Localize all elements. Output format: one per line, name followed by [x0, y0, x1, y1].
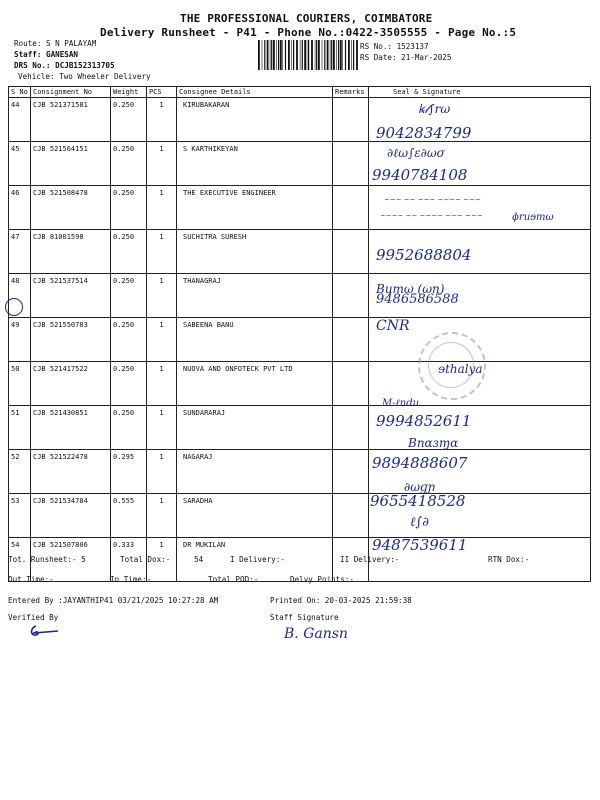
- cell-remarks: [333, 406, 369, 450]
- vehicle-label: Vehicle: Two Wheeler Delivery: [18, 72, 151, 81]
- ii-delivery: II Delivery:-: [340, 555, 400, 564]
- row-44-phone: 9042834799: [376, 124, 472, 142]
- cell-consignee: THE EXECUTIVE ENGINEER: [177, 186, 333, 230]
- cell-pcs: 1: [147, 406, 177, 450]
- cell-pcs: 1: [147, 538, 177, 582]
- cell-weight: 0.250: [111, 142, 147, 186]
- cell-consignee: NAGARAJ: [177, 450, 333, 494]
- cell-pcs: 1: [147, 186, 177, 230]
- col-header-pcs: PCS: [147, 87, 177, 98]
- table-row: [9, 362, 591, 406]
- cell-consignee: SUNDARARAJ: [177, 406, 333, 450]
- row-46-seal-text: ~~~ ~~ ~~~ ~~~~ ~~~: [384, 196, 481, 204]
- row-53-signature: ∂ωɡɲ: [404, 480, 436, 494]
- out-time: Out Time:-: [8, 575, 54, 584]
- staff-signature-label: Staff Signature: [270, 613, 339, 622]
- row-48-phone: 9486586588: [376, 292, 459, 307]
- cell-pcs: 1: [147, 98, 177, 142]
- cell-remarks: [333, 494, 369, 538]
- route-label: Route: S N PALAYAM: [14, 39, 97, 48]
- cell-weight: 0.555: [111, 494, 147, 538]
- staff-label: Staff: GANESAN: [14, 50, 79, 59]
- row-51-phone: 9994852611: [376, 412, 472, 430]
- cell-sno: 47: [9, 230, 31, 274]
- total-dox-label: Total Dox:-: [120, 555, 171, 564]
- row-45-signature: ∂ℓω∫ɛ∂ωσ: [387, 146, 445, 160]
- col-header-weight: Weight: [111, 87, 147, 98]
- cell-consignment-no: CJB 521507806: [31, 538, 111, 582]
- cell-consignment-no: CJB 521522478: [31, 450, 111, 494]
- row-53-phone: 9655418528: [370, 492, 466, 510]
- staff-signature: B. Gansn: [284, 626, 348, 642]
- tot-runsheet: Tot. Runsheet:- 5: [8, 555, 86, 564]
- cell-weight: 0.295: [111, 450, 147, 494]
- row-49-mark: CNR: [376, 318, 410, 334]
- delvy-points: Delvy Points:-: [290, 575, 355, 584]
- cell-consignment-no: CJB 521508478: [31, 186, 111, 230]
- cell-remarks: [333, 98, 369, 142]
- cell-sno: 51: [9, 406, 31, 450]
- cell-consignee: SABEENA BANU: [177, 318, 333, 362]
- cell-consignee: SUCHITRA SURESH: [177, 230, 333, 274]
- row-47-phone: 9952688804: [376, 246, 472, 264]
- cell-sno: 52: [9, 450, 31, 494]
- cell-consignee: NUOVA AND ONFOTECK PVT LTD: [177, 362, 333, 406]
- rs-date: RS Date: 21-Mar-2025: [360, 53, 452, 62]
- cell-sno: 44: [9, 98, 31, 142]
- cell-remarks: [333, 230, 369, 274]
- rtn-dox: RTN Dox:-: [488, 555, 530, 564]
- cell-pcs: 1: [147, 318, 177, 362]
- cell-remarks: [333, 450, 369, 494]
- in-time: In Time:-: [110, 575, 152, 584]
- cell-weight: 0.250: [111, 362, 147, 406]
- cell-consignee: KIRUBAKARAN: [177, 98, 333, 142]
- entered-by: Entered By :JAYANTHIP41 03/21/2025 10:27:28 AM: [8, 596, 219, 605]
- cell-sno: 46: [9, 186, 31, 230]
- drs-number: DRS No.: DCJB152313705: [14, 61, 115, 70]
- cell-remarks: [333, 318, 369, 362]
- table-row: [9, 274, 591, 318]
- cell-consignment-no: CJB 521537514: [31, 274, 111, 318]
- cell-sno: 45: [9, 142, 31, 186]
- table-row: [9, 230, 591, 274]
- printed-on: Printed On: 20-03-2025 21:59:38: [270, 596, 412, 605]
- cell-consignment-no: CJB 521550783: [31, 318, 111, 362]
- cell-signature: [369, 186, 591, 230]
- company-title: THE PROFESSIONAL COURIERS, COIMBATORE: [180, 12, 433, 25]
- barcode-image: [258, 40, 358, 70]
- cell-consignee: THANAGRAJ: [177, 274, 333, 318]
- col-header-consignee: Consignee Details: [177, 87, 333, 98]
- table-row: [9, 98, 591, 142]
- cell-remarks: [333, 142, 369, 186]
- cell-weight: 0.250: [111, 318, 147, 362]
- table-row: [9, 494, 591, 538]
- table-row: [9, 186, 591, 230]
- row-54-signature: ℓ∫∂: [410, 515, 429, 530]
- row-48-signature: Bumω (ωn): [376, 282, 445, 296]
- verified-by-label: Verified By: [8, 613, 59, 622]
- cell-consignment-no: CJB 521371581: [31, 98, 111, 142]
- cell-sno: 53: [9, 494, 31, 538]
- rs-number: RS No.: 1523137: [360, 42, 429, 51]
- runsheet-heading: Delivery Runsheet - P41 - Phone No.:0422-3505555 - Page No.:5: [100, 26, 517, 39]
- cell-pcs: 1: [147, 230, 177, 274]
- cell-sno: 49: [9, 318, 31, 362]
- table-row: [9, 142, 591, 186]
- total-dox-value: 54: [194, 555, 204, 564]
- table-row: [9, 318, 591, 362]
- row-52-signature: Bnɑɜɱɑ: [408, 436, 459, 450]
- cell-pcs: 1: [147, 450, 177, 494]
- row-54-phone: 9487539611: [372, 536, 468, 554]
- cell-weight: 0.250: [111, 274, 147, 318]
- cell-consignment-no: CJB 81001598: [31, 230, 111, 274]
- cell-consignee: SARADHA: [177, 494, 333, 538]
- cell-consignee: S KARTHIKEYAN: [177, 142, 333, 186]
- cell-consignment-no: CJB 521430851: [31, 406, 111, 450]
- runsheet-table: [8, 86, 591, 582]
- cell-sno: 50: [9, 362, 31, 406]
- table-row: [9, 406, 591, 450]
- i-delivery: I Delivery:-: [230, 555, 285, 564]
- cell-sno: 48: [9, 274, 31, 318]
- cell-remarks: [333, 362, 369, 406]
- col-header-consignment: Consignment No: [31, 87, 111, 98]
- cell-weight: 0.333: [111, 538, 147, 582]
- cell-remarks: [333, 274, 369, 318]
- cell-pcs: 1: [147, 142, 177, 186]
- col-header-signature: Seal & Signature: [369, 87, 591, 98]
- cell-weight: 0.250: [111, 186, 147, 230]
- row-50-signature: ɘthalya: [438, 362, 483, 376]
- cell-weight: 0.250: [111, 98, 147, 142]
- cell-remarks: [333, 186, 369, 230]
- total-pod: Total POD:-: [208, 575, 259, 584]
- cell-consignment-no: CJB 521417522: [31, 362, 111, 406]
- row-45-phone: 9940784108: [372, 166, 468, 184]
- verified-by-signature: [28, 622, 78, 642]
- table-row: [9, 450, 591, 494]
- cell-consignee: DR MUKILAN: [177, 538, 333, 582]
- cell-pcs: 1: [147, 494, 177, 538]
- row-49-circle-mark: [5, 298, 23, 316]
- row-51-signature: M-ℓndu: [382, 398, 420, 409]
- row-46-seal-text-2: ~~~~ ~~ ~~~~ ~~~ ~~~: [380, 212, 483, 220]
- row-52-phone: 9894888607: [372, 454, 468, 472]
- row-44-signature: ꝃ𝓁∫rω: [418, 102, 451, 116]
- col-header-sno: S No: [9, 87, 31, 98]
- cell-pcs: 1: [147, 274, 177, 318]
- cell-weight: 0.250: [111, 230, 147, 274]
- cell-pcs: 1: [147, 362, 177, 406]
- cell-weight: 0.250: [111, 406, 147, 450]
- cell-consignment-no: CJB 521534784: [31, 494, 111, 538]
- col-header-remarks: Remarks: [333, 87, 369, 98]
- cell-sno: 54: [9, 538, 31, 582]
- table-header-row: [9, 87, 591, 98]
- row-46-signature: ɸruɘmω: [512, 212, 554, 223]
- cell-consignment-no: CJB 521564151: [31, 142, 111, 186]
